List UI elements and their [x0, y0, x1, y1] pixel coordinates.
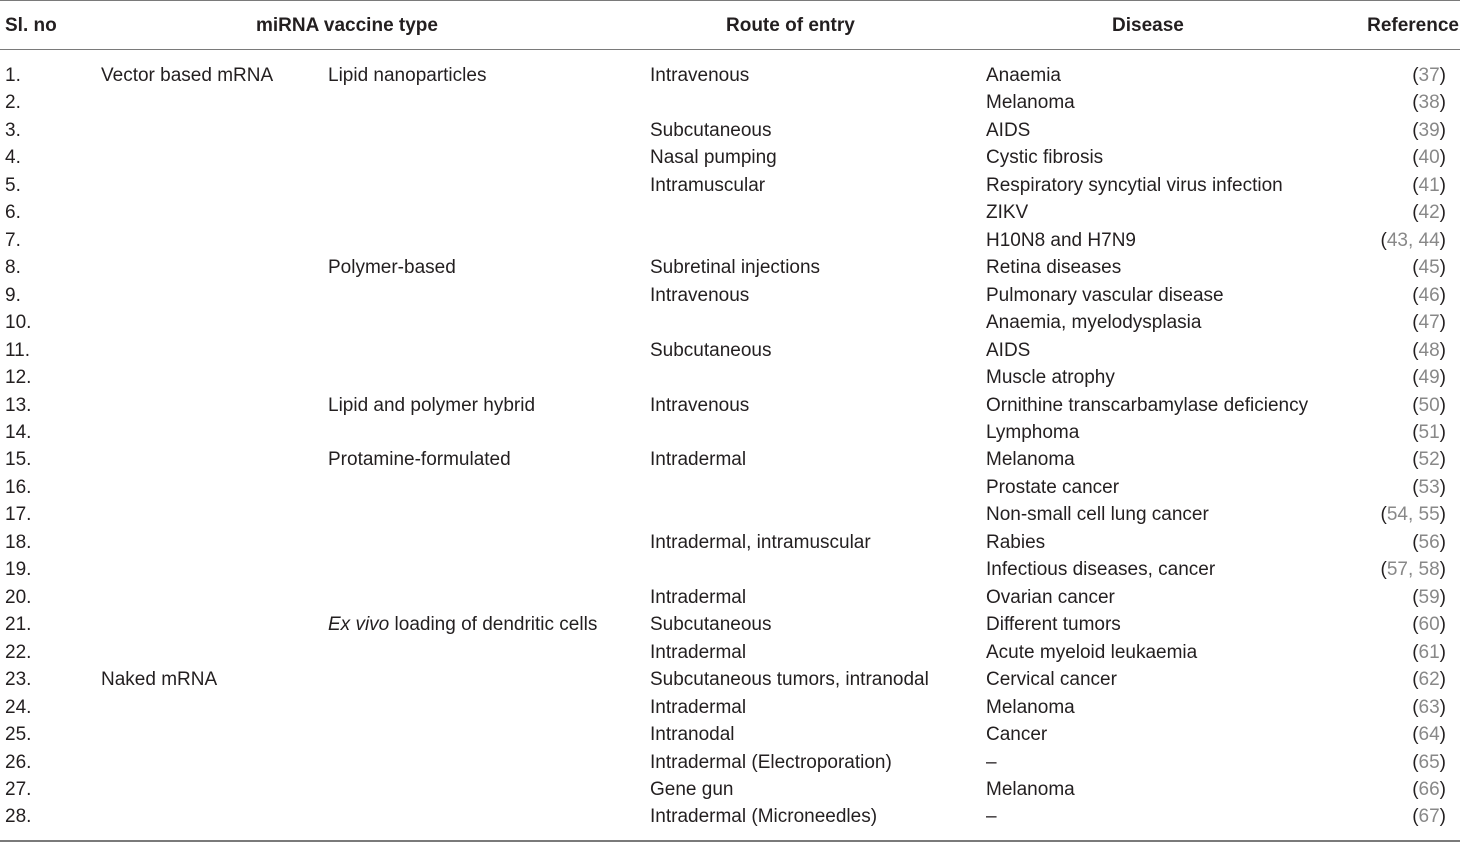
reference-link[interactable]: 57, 58	[1386, 559, 1440, 581]
table-row	[0, 119, 1460, 146]
route-of-entry: Intradermal	[650, 586, 747, 608]
row-number: 18.	[5, 531, 32, 553]
disease: Ornithine transcarbamylase deficiency	[986, 394, 1309, 416]
disease: Pulmonary vascular disease	[986, 284, 1224, 306]
table-row	[0, 91, 1460, 118]
route-of-entry: Subcutaneous	[650, 339, 772, 361]
reference: (52)	[1412, 449, 1446, 471]
row-number: 12.	[5, 367, 32, 389]
row-number: 20.	[5, 586, 32, 608]
reference: (61)	[1412, 641, 1446, 663]
disease: Infectious diseases, cancer	[986, 559, 1216, 581]
reference-link[interactable]: 46	[1418, 284, 1440, 306]
disease: –	[986, 751, 997, 773]
reference: (50)	[1412, 394, 1446, 416]
route-of-entry: Intranodal	[650, 724, 735, 746]
route-of-entry: Subretinal injections	[650, 257, 821, 279]
reference: (38)	[1412, 92, 1446, 114]
vaccine-type-sub-text: Protamine-formulated	[328, 449, 511, 471]
route-of-entry: Intradermal	[650, 449, 747, 471]
table-row	[0, 476, 1460, 503]
route-of-entry: Intradermal (Microneedles)	[650, 806, 878, 828]
reference-link[interactable]: 41	[1418, 174, 1440, 196]
route-of-entry: Subcutaneous	[650, 119, 772, 141]
vaccine-type-sub-text: loading of dendritic cells	[389, 614, 598, 636]
table-row	[0, 778, 1460, 805]
reference: (60)	[1412, 614, 1446, 636]
row-number: 3.	[5, 119, 21, 141]
vaccine-type-sub-text: Lipid and polymer hybrid	[328, 394, 536, 416]
row-number: 13.	[5, 394, 32, 416]
table-row	[0, 146, 1460, 173]
reference-link[interactable]: 39	[1418, 119, 1440, 141]
disease: Melanoma	[986, 92, 1075, 114]
route-of-entry: Intradermal	[650, 696, 747, 718]
reference: (48)	[1412, 339, 1446, 361]
reference-link[interactable]: 40	[1418, 147, 1440, 169]
route-of-entry: Intravenous	[650, 65, 750, 86]
table-row	[0, 696, 1460, 723]
disease: Melanoma	[986, 696, 1075, 718]
row-number: 16.	[5, 476, 32, 498]
table-row	[0, 339, 1460, 366]
table-row	[0, 751, 1460, 778]
row-number: 5.	[5, 174, 21, 196]
reference-link[interactable]: 38	[1418, 92, 1440, 114]
table-row	[0, 558, 1460, 585]
vaccine-type-sub	[328, 394, 535, 418]
table-row	[0, 366, 1460, 393]
reference-link[interactable]: 47	[1418, 312, 1440, 334]
reference-link[interactable]: 60	[1418, 614, 1440, 636]
header-disease: Disease	[1112, 15, 1184, 36]
reference: (45)	[1412, 257, 1446, 279]
route-of-entry: Intravenous	[650, 394, 750, 416]
reference-link[interactable]: 50	[1418, 394, 1440, 416]
reference-link[interactable]: 43, 44	[1386, 229, 1440, 251]
route-of-entry: Subcutaneous	[650, 614, 772, 636]
table-row	[0, 503, 1460, 530]
route-of-entry: Intravenous	[650, 284, 750, 306]
disease: Cystic fibrosis	[986, 147, 1104, 169]
header-sl-no: Sl. no	[5, 15, 57, 36]
disease: AIDS	[986, 339, 1031, 361]
table-row	[0, 201, 1460, 228]
row-number: 23.	[5, 669, 32, 691]
header-route: Route of entry	[726, 15, 855, 36]
table-row	[0, 256, 1460, 283]
row-number: 14.	[5, 421, 32, 443]
disease: Prostate cancer	[986, 476, 1120, 498]
route-of-entry: Intradermal	[650, 641, 747, 663]
reference: (62)	[1412, 669, 1446, 691]
reference-link[interactable]: 63	[1418, 696, 1440, 718]
reference-link[interactable]: 62	[1418, 669, 1440, 691]
row-number: 28.	[5, 806, 32, 828]
row-number: 19.	[5, 559, 32, 581]
table-row	[0, 421, 1460, 448]
vaccine-type-sub-text: Polymer-based	[328, 257, 456, 279]
disease: –	[986, 806, 997, 828]
disease: Melanoma	[986, 778, 1075, 800]
reference: (57, 58)	[1380, 559, 1446, 581]
reference-link[interactable]: 67	[1418, 806, 1440, 828]
disease: Different tumors	[986, 614, 1121, 636]
disease: Melanoma	[986, 449, 1075, 471]
disease: Cancer	[986, 724, 1048, 746]
disease: ZIKV	[986, 202, 1029, 224]
reference-link[interactable]: 54, 55	[1386, 504, 1440, 526]
table-row	[0, 394, 1460, 421]
table-top-rule	[0, 0, 1460, 1]
table-row	[0, 641, 1460, 668]
row-number: 7.	[5, 229, 21, 251]
row-number: 21.	[5, 614, 32, 636]
route-of-entry: Intradermal (Electroporation)	[650, 751, 892, 773]
header-reference: Reference	[1367, 15, 1459, 36]
reference: (37)	[1412, 65, 1446, 86]
reference: (56)	[1412, 531, 1446, 553]
vaccine-type-sub-text: Lipid nanoparticles	[328, 65, 487, 86]
vaccine-type-main: Naked mRNA	[101, 669, 218, 691]
row-number: 1.	[5, 65, 21, 86]
reference-link[interactable]: 51	[1418, 421, 1440, 443]
reference: (59)	[1412, 586, 1446, 608]
reference-link[interactable]: 56	[1418, 531, 1440, 553]
row-number: 22.	[5, 641, 32, 663]
table-row	[0, 64, 1460, 91]
vaccine-type-sub-italic: Ex vivo	[328, 614, 390, 636]
table-bottom-rule	[0, 840, 1460, 842]
row-number: 17.	[5, 504, 32, 526]
table-row	[0, 586, 1460, 613]
disease: Ovarian cancer	[986, 586, 1115, 608]
header-rule	[0, 49, 1460, 50]
reference: (64)	[1412, 724, 1446, 746]
row-number: 26.	[5, 751, 32, 773]
reference: (66)	[1412, 778, 1446, 800]
disease: Retina diseases	[986, 257, 1122, 279]
route-of-entry: Intramuscular	[650, 174, 766, 196]
disease: AIDS	[986, 119, 1031, 141]
vaccine-type-sub	[328, 448, 511, 472]
disease: Muscle atrophy	[986, 367, 1115, 389]
reference-link[interactable]: 66	[1418, 778, 1440, 800]
reference: (39)	[1412, 119, 1446, 141]
reference-link[interactable]: 48	[1418, 339, 1440, 361]
table-row	[0, 531, 1460, 558]
row-number: 4.	[5, 147, 21, 169]
route-of-entry: Nasal pumping	[650, 147, 777, 169]
reference: (47)	[1412, 312, 1446, 334]
reference: (67)	[1412, 806, 1446, 828]
reference-link[interactable]: 52	[1418, 449, 1440, 471]
reference: (49)	[1412, 367, 1446, 389]
reference: (46)	[1412, 284, 1446, 306]
row-number: 11.	[5, 339, 31, 361]
reference-link[interactable]: 45	[1418, 257, 1440, 279]
table-row	[0, 805, 1460, 832]
reference-link[interactable]: 61	[1418, 641, 1440, 663]
row-number: 8.	[5, 257, 21, 279]
row-number: 15.	[5, 449, 32, 471]
disease: Acute myeloid leukaemia	[986, 641, 1198, 663]
row-number: 27.	[5, 778, 32, 800]
vaccine-type-main: Vector based mRNA	[101, 65, 274, 86]
reference: (42)	[1412, 202, 1446, 224]
reference-link[interactable]: 65	[1418, 751, 1440, 773]
vaccine-type-sub	[328, 613, 597, 637]
row-number: 25.	[5, 724, 32, 746]
reference-link[interactable]: 64	[1418, 724, 1440, 746]
disease: Rabies	[986, 531, 1046, 553]
route-of-entry: Gene gun	[650, 778, 734, 800]
row-number: 9.	[5, 284, 21, 306]
disease: Anaemia, myelodysplasia	[986, 312, 1202, 334]
reference: (63)	[1412, 696, 1446, 718]
reference-link[interactable]: 37	[1418, 65, 1440, 86]
table-row	[0, 174, 1460, 201]
reference-link[interactable]: 53	[1418, 476, 1440, 498]
table-row	[0, 723, 1460, 750]
route-of-entry: Intradermal, intramuscular	[650, 531, 871, 553]
reference: (40)	[1412, 147, 1446, 169]
table-row	[0, 613, 1460, 640]
reference: (65)	[1412, 751, 1446, 773]
reference: (41)	[1412, 174, 1446, 196]
table-row	[0, 448, 1460, 475]
row-number: 10.	[5, 312, 32, 334]
reference-link[interactable]: 49	[1418, 367, 1440, 389]
vaccine-type-sub	[328, 256, 456, 280]
disease: Respiratory syncytial virus infection	[986, 174, 1283, 196]
table-row	[0, 229, 1460, 256]
vaccine-type-sub	[328, 64, 486, 88]
reference: (54, 55)	[1380, 504, 1446, 526]
reference-link[interactable]: 59	[1418, 586, 1440, 608]
reference: (43, 44)	[1380, 229, 1446, 251]
row-number: 2.	[5, 92, 21, 114]
route-of-entry: Subcutaneous tumors, intranodal	[650, 669, 929, 691]
disease: H10N8 and H7N9	[986, 229, 1136, 251]
disease: Lymphoma	[986, 421, 1080, 443]
disease: Cervical cancer	[986, 669, 1117, 691]
row-number: 24.	[5, 696, 32, 718]
reference-link[interactable]: 42	[1418, 202, 1440, 224]
reference: (51)	[1412, 421, 1446, 443]
table-row	[0, 284, 1460, 311]
disease: Anaemia	[986, 65, 1061, 86]
table-row	[0, 311, 1460, 338]
reference: (53)	[1412, 476, 1446, 498]
header-vaccine-type: miRNA vaccine type	[256, 15, 438, 36]
row-number: 6.	[5, 202, 21, 224]
disease: Non-small cell lung cancer	[986, 504, 1209, 526]
table-row	[0, 668, 1460, 695]
